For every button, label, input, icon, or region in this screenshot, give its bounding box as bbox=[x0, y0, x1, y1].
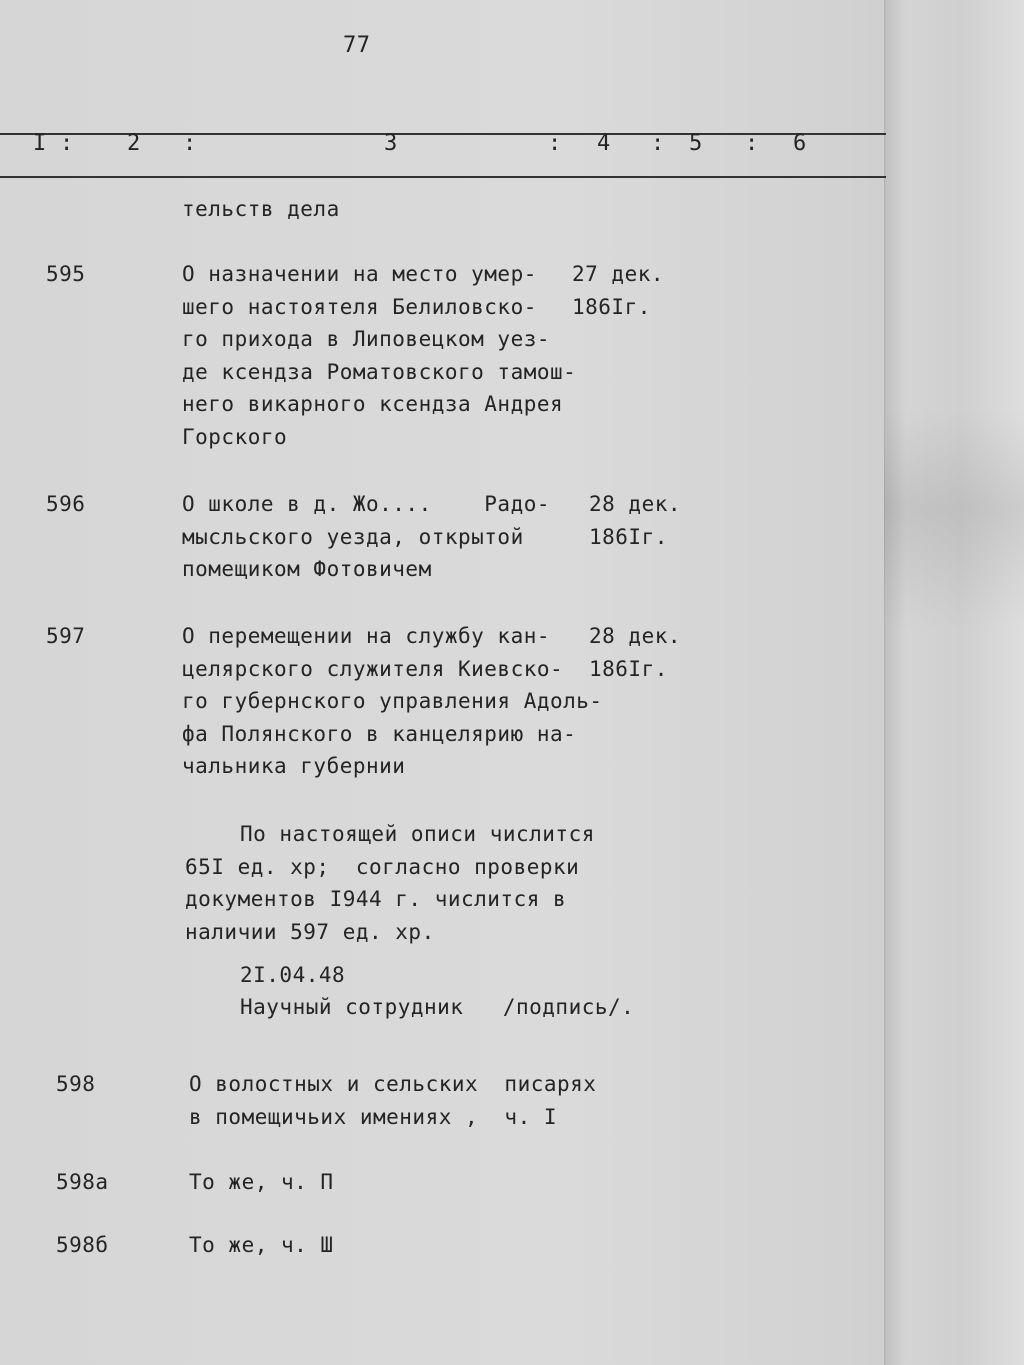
entry-title-line: мысльского уезда, открытой bbox=[182, 524, 524, 549]
entry-title-line: О школе в д. Жо.... Радо- bbox=[182, 492, 551, 516]
header-separator: : bbox=[183, 131, 197, 156]
header-col-1: I bbox=[33, 131, 47, 156]
entry-number: 595 bbox=[46, 262, 86, 286]
entry-title-line: него викарного ксендза Андрея bbox=[182, 392, 564, 416]
entry-title-line: в помещичьих имениях , ч. I bbox=[189, 1104, 558, 1129]
entry-title-line: Горского bbox=[182, 424, 288, 449]
header-col-5: 5 bbox=[689, 131, 703, 156]
entry-title-line: То же, ч. Ш bbox=[189, 1233, 334, 1257]
entry-title-line: То же, ч. П bbox=[189, 1170, 334, 1194]
entry-title-line: О назначении на место умер- bbox=[182, 262, 537, 286]
entry-title-line: го прихода в Липовецком уез- bbox=[182, 327, 551, 351]
note-line: документов I944 г. числится в bbox=[185, 887, 567, 911]
page-number: 77 bbox=[343, 33, 371, 58]
entry-year: 186Iг. bbox=[589, 524, 668, 549]
header-col-2: 2 bbox=[127, 131, 141, 156]
entry-title-line: О волостных и сельских писарях bbox=[189, 1072, 597, 1096]
header-separator: : bbox=[548, 131, 562, 156]
note-line: наличии 597 ед. хр. bbox=[185, 919, 435, 944]
entry-year: 186Iг. bbox=[589, 656, 668, 681]
header-col-3: 3 bbox=[384, 131, 398, 156]
entry-title-line: О перемещении на службу кан- bbox=[182, 624, 551, 648]
header-separator: : bbox=[651, 131, 665, 156]
page-edge bbox=[884, 0, 1024, 1365]
header-rule-bottom bbox=[0, 176, 886, 178]
entry-date: 27 дек. bbox=[572, 262, 665, 286]
entry-title-line: целярского служителя Киевско- bbox=[182, 656, 564, 681]
entry-title-line: помещиком Фотовичем bbox=[182, 557, 432, 581]
entry-date: 28 дек. bbox=[589, 492, 682, 516]
continuation-text: тельств дела bbox=[182, 197, 340, 221]
header-separator: : bbox=[60, 131, 74, 156]
note-date: 2I.04.48 bbox=[240, 963, 346, 987]
header-col-6: 6 bbox=[793, 131, 807, 156]
entry-title-line: де ксендза Роматовского тамош- bbox=[182, 359, 577, 384]
note-line: По настоящей описи числится bbox=[240, 822, 595, 846]
entry-title-line: го губернского управления Адоль- bbox=[182, 689, 603, 713]
entry-number: 596 bbox=[46, 492, 86, 516]
entry-number: 598а bbox=[56, 1170, 109, 1194]
entry-title-line: шего настоятеля Белиловско- bbox=[182, 294, 537, 319]
entry-number: 597 bbox=[46, 624, 86, 648]
paper-fold-shadow bbox=[884, 410, 1024, 630]
header-separator: : bbox=[745, 131, 759, 156]
entry-title-line: фа Полянского в канцелярию на- bbox=[182, 721, 577, 746]
entry-title-line: чальника губернии bbox=[182, 754, 406, 778]
entry-year: 186Iг. bbox=[572, 294, 651, 319]
entry-date: 28 дек. bbox=[589, 624, 682, 648]
note-signature: Научный сотрудник /подпись/. bbox=[240, 995, 635, 1019]
entry-number: 598 bbox=[56, 1072, 96, 1096]
entry-number: 598б bbox=[56, 1233, 109, 1257]
note-line: 65I ед. хр; согласно проверки bbox=[185, 854, 580, 879]
header-col-4: 4 bbox=[597, 131, 611, 156]
